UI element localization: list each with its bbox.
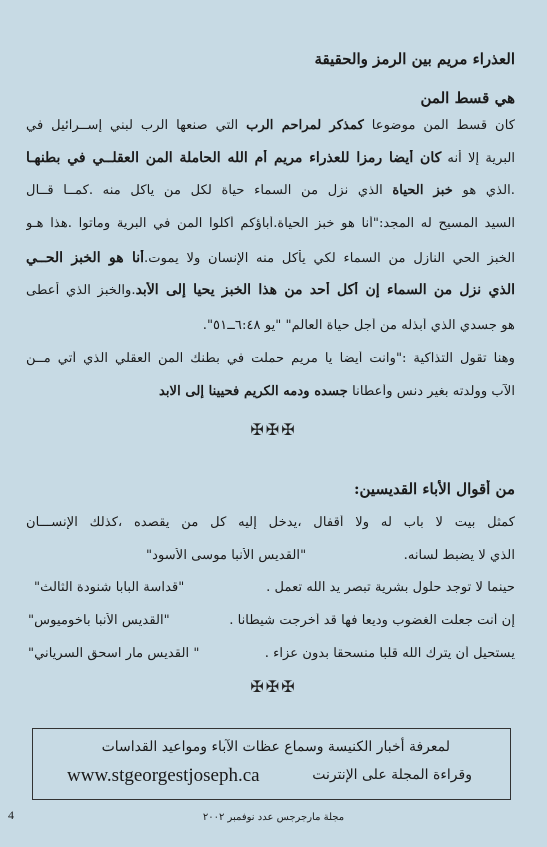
saying-item [26, 613, 515, 628]
emphasized-text: جسده ودمه الكريم فحيينا إلى الابد [158, 384, 348, 399]
paragraph-text: الذي نزل من السماء حياة لكل من يأكل منه .كمــا قــال [26, 183, 393, 198]
paragraph-text: البرية إلا أنه [441, 151, 515, 166]
paragraph-text: الخبز الحي النازل من السماء لكي يأكل منه الإنسان ولا يموت. [144, 251, 515, 266]
article-title: العذراء مريم بين الرمز والحقيقة [314, 50, 515, 68]
sayings-heading: من أقوال الأباء القديسين: [353, 480, 515, 498]
paragraph-line [26, 150, 515, 166]
info-box-text: وقراءة المجلة على الإنترنت [312, 767, 472, 783]
crosses-divider: ✠✠✠ [250, 420, 297, 439]
paragraph-line [26, 118, 515, 133]
emphasized-text: كمذكر لمراحم الرب [246, 118, 364, 133]
emphasized-text: أنا هو الخبز الحــي [26, 250, 145, 266]
emphasized-text: خبز الحياة [392, 183, 453, 198]
paragraph-line [26, 183, 515, 198]
crosses-divider: ✠✠✠ [250, 677, 297, 696]
paragraph-text: كان قسط المن موضوعا [363, 118, 515, 133]
saying-source: "قداسة البابا شنودة الثالث" [34, 580, 185, 595]
saying-item [26, 548, 515, 563]
saying-text: يستحيل أن يترك الله قلبا منسحقا بدون عزاء . [264, 646, 515, 661]
paragraph-text: السيد المسيح له المجد:"أنا هو خبز الحياة.أباؤكم أكلوا المن في البرية وماتوا .هذا هـو [26, 216, 515, 231]
saying-source: "القديس الأنبا باخوميوس" [28, 613, 170, 628]
paragraph-text: وهنا تقول التذاكية :"وانت أيضا يا مريم حملت في بطنك المن العقلي الذي أتي مــن [26, 351, 515, 366]
emphasized-text: الذي نزل من السماء إن أكل أحد من هذا الخبز يحيا إلى الأبد [135, 282, 515, 298]
saying-line: كمثل بيت لا باب له ولا أقفال ،يدخل إليه كل من يقصده ،كذلك الإنســـان [26, 515, 515, 530]
emphasized-text: كان أيضا رمزا للعذراء مريم أم الله الحاملة المن العقلــي في بطنهـا [26, 150, 442, 166]
saying-source: " القديس مار اسحق السرياني" [28, 646, 200, 661]
saying-item [26, 646, 515, 661]
paragraph-text: التي صنعها الرب لبني إســرائيل في [26, 118, 247, 133]
footer-caption: مجلة مارجرجس عدد نوفمبر ٢٠٠٢ [202, 812, 345, 823]
paragraph-text: .والخبز الذي أعطى [26, 283, 136, 298]
saying-text: حينما لا توجد حلول بشرية تبصر يد الله تعمل . [266, 580, 515, 595]
paragraph-line [26, 282, 515, 298]
paragraph-line [26, 216, 515, 231]
website-link[interactable]: www.stgeorgestjoseph.ca [67, 765, 260, 786]
paragraph-text: .الذي هو [452, 183, 515, 198]
paragraph-text: هو جسدي الذي أبذله من أجل حياة العالم" "يو ٦:٤٨ــ٥١". [202, 318, 515, 333]
paragraph-text: الآب وولدته بغير دنس وأعطانا [347, 384, 515, 399]
article-subtitle: هي قسط المن [420, 89, 515, 107]
saying-item [26, 580, 515, 595]
paragraph-line [26, 384, 515, 399]
paragraph-line [26, 318, 515, 333]
saying-text: إن أنت جعلت الغضوب وديعا فها قد أخرجت شيطانا . [229, 613, 515, 628]
info-box-line2 [312, 767, 472, 783]
saying-text: الذي لا يضبط لسانه. [403, 548, 515, 563]
page-number: 4 [8, 808, 14, 822]
saying-source: "القديس الأنبا موسى الأسود" [146, 548, 307, 563]
info-box [32, 728, 511, 800]
paragraph-line [26, 351, 515, 366]
info-box-line1: لمعرفة أخبار الكنيسة وسماع عظات الآباء ومواعيد القداسات [101, 739, 450, 755]
paragraph-line [26, 250, 515, 266]
